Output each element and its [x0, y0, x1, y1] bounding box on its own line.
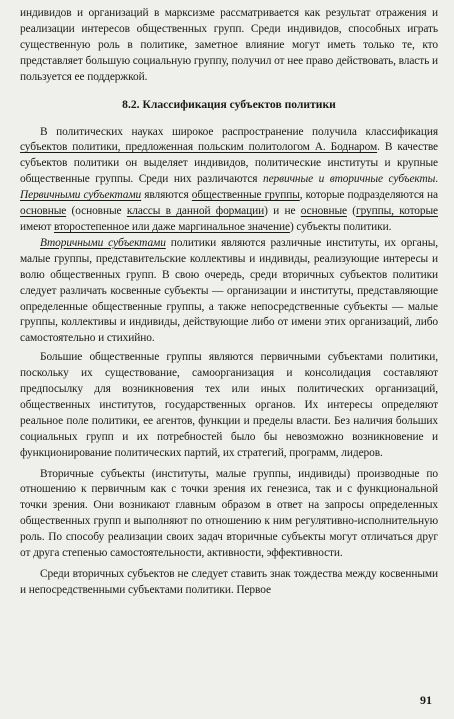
- underlined-text: группы, которые: [356, 205, 438, 218]
- text-span: (: [346, 205, 357, 218]
- text-span: являются: [141, 189, 192, 202]
- paragraph-secondary-subjects: [20, 236, 438, 347]
- text-span: ) и не: [264, 205, 301, 218]
- paragraph-classification: [20, 125, 438, 236]
- text-span: . В качестве субъектов политики он выделяет индивидов, политические институты и крупные общественные группы. Среди них различаются: [20, 141, 438, 186]
- text-span: ) субъекты политики.: [289, 220, 392, 233]
- text-span: В политических науках широкое распространение получила классификация: [40, 125, 438, 138]
- text-span: политики являются различные институты, их органы, малые группы, представительские коллективы и индивиды, реализующие интересы и волю общественных групп. В свою очередь, среди вторичных субъектов политики следует различать косвенные субъекты — организации и институты, представляющие определенные общественные группы, а также непосредственные субъекты — малые группы, коллективы и индивиды, действующие либо от имени этих организаций, либо самостоятельно и стихийно.: [20, 236, 438, 345]
- section-heading: 8.2. Классификация субъектов политики: [122, 97, 336, 111]
- text-span: имеют: [20, 220, 54, 233]
- italic-text: Первичными субъектами: [20, 189, 142, 202]
- underlined-text: второстепенное или даже маргинальное значение: [53, 220, 290, 233]
- underlined-text: основные: [300, 205, 347, 218]
- paragraph-closing: Среди вторичных субъектов не следует ставить знак тождества между косвенными и непосредственными субъектами политики. Первое: [20, 568, 438, 596]
- underlined-italic-text: [20, 189, 141, 201]
- paragraph-intro: индивидов и организаций в марксизме рассматривается как результат отражения и реализации интересов общественных групп. Среди индивидов, способных играть существенную роль в политике, заметное влияние могут иметь только те, кто представляет большую социальную группу, получил от нее право действовать, власть и пользуется ее поддержкой.: [20, 7, 438, 83]
- underlined-text: классы в данной формации: [126, 205, 265, 218]
- text-span: , которые подразделяются на: [299, 189, 438, 202]
- underlined-text: основные: [20, 205, 67, 218]
- paragraph-secondary-derived: Вторичные субъекты (институты, малые группы, индивиды) производные по отношению к первичным как с точки зрения их генезиса, так и с функциональной точки зрения. Они возникают главным образом в ответ на запросы определенных общественных групп и выполняют по отношению к ним регулятивно-исполнительную роль. По способу реализации своих задач вторичные субъекты могут отличаться друг от друга степенью самостоятельности, активности, эффективности.: [20, 467, 438, 560]
- text-span: .: [435, 173, 438, 186]
- text-span: (основные: [66, 205, 127, 218]
- paragraph-large-groups: Большие общественные группы являются первичными субъектами политики, поскольку их существование, самоорганизация и консолидация составляют предпосылку для возникновения тех или иных политических организаций, общественных институтов, государственных органов. Их интересы определяют реальное поле политики, ее агентов, функции и пределы власти. Без наличия больших социальных групп и их потребностей было бы невозможно возникновение и функционирование политических партий, их стратегий, программ, лидеров.: [20, 351, 438, 459]
- page-number: 91: [420, 693, 432, 707]
- underlined-text: субъектов политики, предложенная польским политологом А. Боднаром: [20, 141, 378, 154]
- italic-text: Вторичными субъектами: [40, 236, 166, 249]
- italic-text: первичные и вторичные субъекты: [263, 173, 436, 186]
- underlined-italic-text: [40, 237, 166, 249]
- underlined-text: общественные группы: [191, 189, 300, 202]
